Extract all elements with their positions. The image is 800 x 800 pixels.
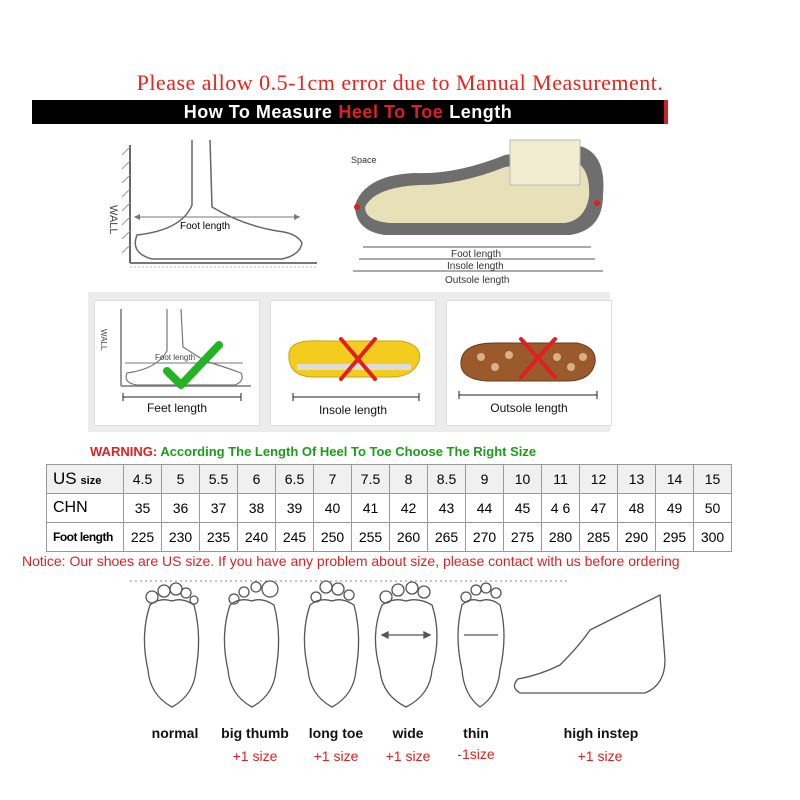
wall-foot-diagram <box>92 135 322 275</box>
row-head-chn: CHN <box>47 494 124 523</box>
space-label: Space <box>351 155 377 165</box>
table-cell: 8.5 <box>428 465 466 494</box>
table-cell: 5 <box>162 465 200 494</box>
table-cell: 4.5 <box>124 465 162 494</box>
table-cell: 300 <box>694 523 732 552</box>
table-cell: 235 <box>200 523 238 552</box>
table-cell: 245 <box>276 523 314 552</box>
row-head-foot-length: Foot length <box>47 523 124 552</box>
size-adjust-high-instep: +1 size <box>577 748 623 764</box>
table-cell: 270 <box>466 523 504 552</box>
table-cell: 9 <box>466 465 504 494</box>
card-caption-insole: Insole length <box>318 403 388 417</box>
card-outsole-length <box>446 300 612 426</box>
check-icon <box>167 345 219 385</box>
shoe-section-diagram <box>345 135 615 290</box>
table-cell: 10 <box>504 465 542 494</box>
title-prefix: How To Measure <box>183 101 333 122</box>
table-cell: 240 <box>238 523 276 552</box>
title-bar <box>32 100 668 124</box>
diagram-outsole-length: Outsole length <box>445 275 510 286</box>
card-caption-outsole: Outsole length <box>490 401 568 415</box>
table-cell: 295 <box>656 523 694 552</box>
table-row-chn <box>47 494 732 523</box>
warning-label: WARNING: <box>90 444 158 459</box>
table-cell: 45 <box>504 494 542 523</box>
card-caption-feet: Feet length <box>146 401 208 415</box>
size-chart-table <box>46 464 732 552</box>
size-notice: Notice: Our shoes are US size. If you have any problem about size, please contact with us before ordering <box>22 553 680 569</box>
foot-type-label-normal: normal <box>151 725 199 741</box>
diagram-foot-length: Foot length <box>451 249 502 260</box>
title-highlight: Heel To Toe <box>338 101 444 122</box>
foot-type-label-big-thumb: big thumb <box>221 725 289 741</box>
warning-text: According The Length Of Heel To Toe Choose The Right Size <box>160 444 537 459</box>
card-feet-length <box>94 300 260 426</box>
table-cell: 15 <box>694 465 732 494</box>
table-cell: 8 <box>390 465 428 494</box>
table-cell: 225 <box>124 523 162 552</box>
table-cell: 42 <box>390 494 428 523</box>
size-adjust-long-toe: +1 size <box>313 748 359 764</box>
table-cell: 13 <box>618 465 656 494</box>
table-cell: 5.5 <box>200 465 238 494</box>
table-cell: 250 <box>314 523 352 552</box>
table-cell: 6 <box>238 465 276 494</box>
card-foot-length-label: Foot length <box>155 353 196 362</box>
foot-type-label-long-toe: long toe <box>308 725 364 741</box>
table-cell: 48 <box>618 494 656 523</box>
table-cell: 6.5 <box>276 465 314 494</box>
table-cell: 230 <box>162 523 200 552</box>
card-wall-label: WALL <box>99 329 108 351</box>
table-cell: 260 <box>390 523 428 552</box>
row-head-us: US size <box>47 465 124 494</box>
table-cell: 7.5 <box>352 465 390 494</box>
foot-length-label: Foot length <box>180 221 231 232</box>
card-insole-length <box>270 300 436 426</box>
table-cell: 39 <box>276 494 314 523</box>
warning-line <box>90 444 536 459</box>
table-cell: 50 <box>694 494 732 523</box>
table-cell: 275 <box>504 523 542 552</box>
diagram-insole-length: Insole length <box>447 261 504 272</box>
title-suffix: Length <box>449 101 513 122</box>
wall-label: WALL <box>107 205 119 235</box>
measurement-error-note: Please allow 0.5-1cm error due to Manual Measurement. <box>136 70 664 95</box>
table-cell: 41 <box>352 494 390 523</box>
table-cell: 12 <box>580 465 618 494</box>
table-cell: 35 <box>124 494 162 523</box>
table-cell: 280 <box>542 523 580 552</box>
table-cell: 40 <box>314 494 352 523</box>
table-cell: 290 <box>618 523 656 552</box>
table-cell: 43 <box>428 494 466 523</box>
table-cell: 7 <box>314 465 352 494</box>
foot-type-label-high-instep: high instep <box>563 725 639 741</box>
foot-types-illustration <box>120 575 680 725</box>
table-cell: 47 <box>580 494 618 523</box>
size-adjust-wide: +1 size <box>385 748 431 764</box>
table-cell: 14 <box>656 465 694 494</box>
size-adjust-thin: -1size <box>457 746 495 762</box>
table-cell: 49 <box>656 494 694 523</box>
table-cell: 11 <box>542 465 580 494</box>
foot-type-label-thin: thin <box>463 725 489 741</box>
table-cell: 285 <box>580 523 618 552</box>
table-cell: 38 <box>238 494 276 523</box>
table-cell: 37 <box>200 494 238 523</box>
foot-type-label-wide: wide <box>392 725 424 741</box>
table-cell: 255 <box>352 523 390 552</box>
table-cell: 44 <box>466 494 504 523</box>
table-row-us <box>47 465 732 494</box>
table-cell: 4 6 <box>542 494 580 523</box>
table-row-foot-length <box>47 523 732 552</box>
table-cell: 265 <box>428 523 466 552</box>
table-cell: 36 <box>162 494 200 523</box>
size-adjust-big-thumb: +1 size <box>232 748 278 764</box>
